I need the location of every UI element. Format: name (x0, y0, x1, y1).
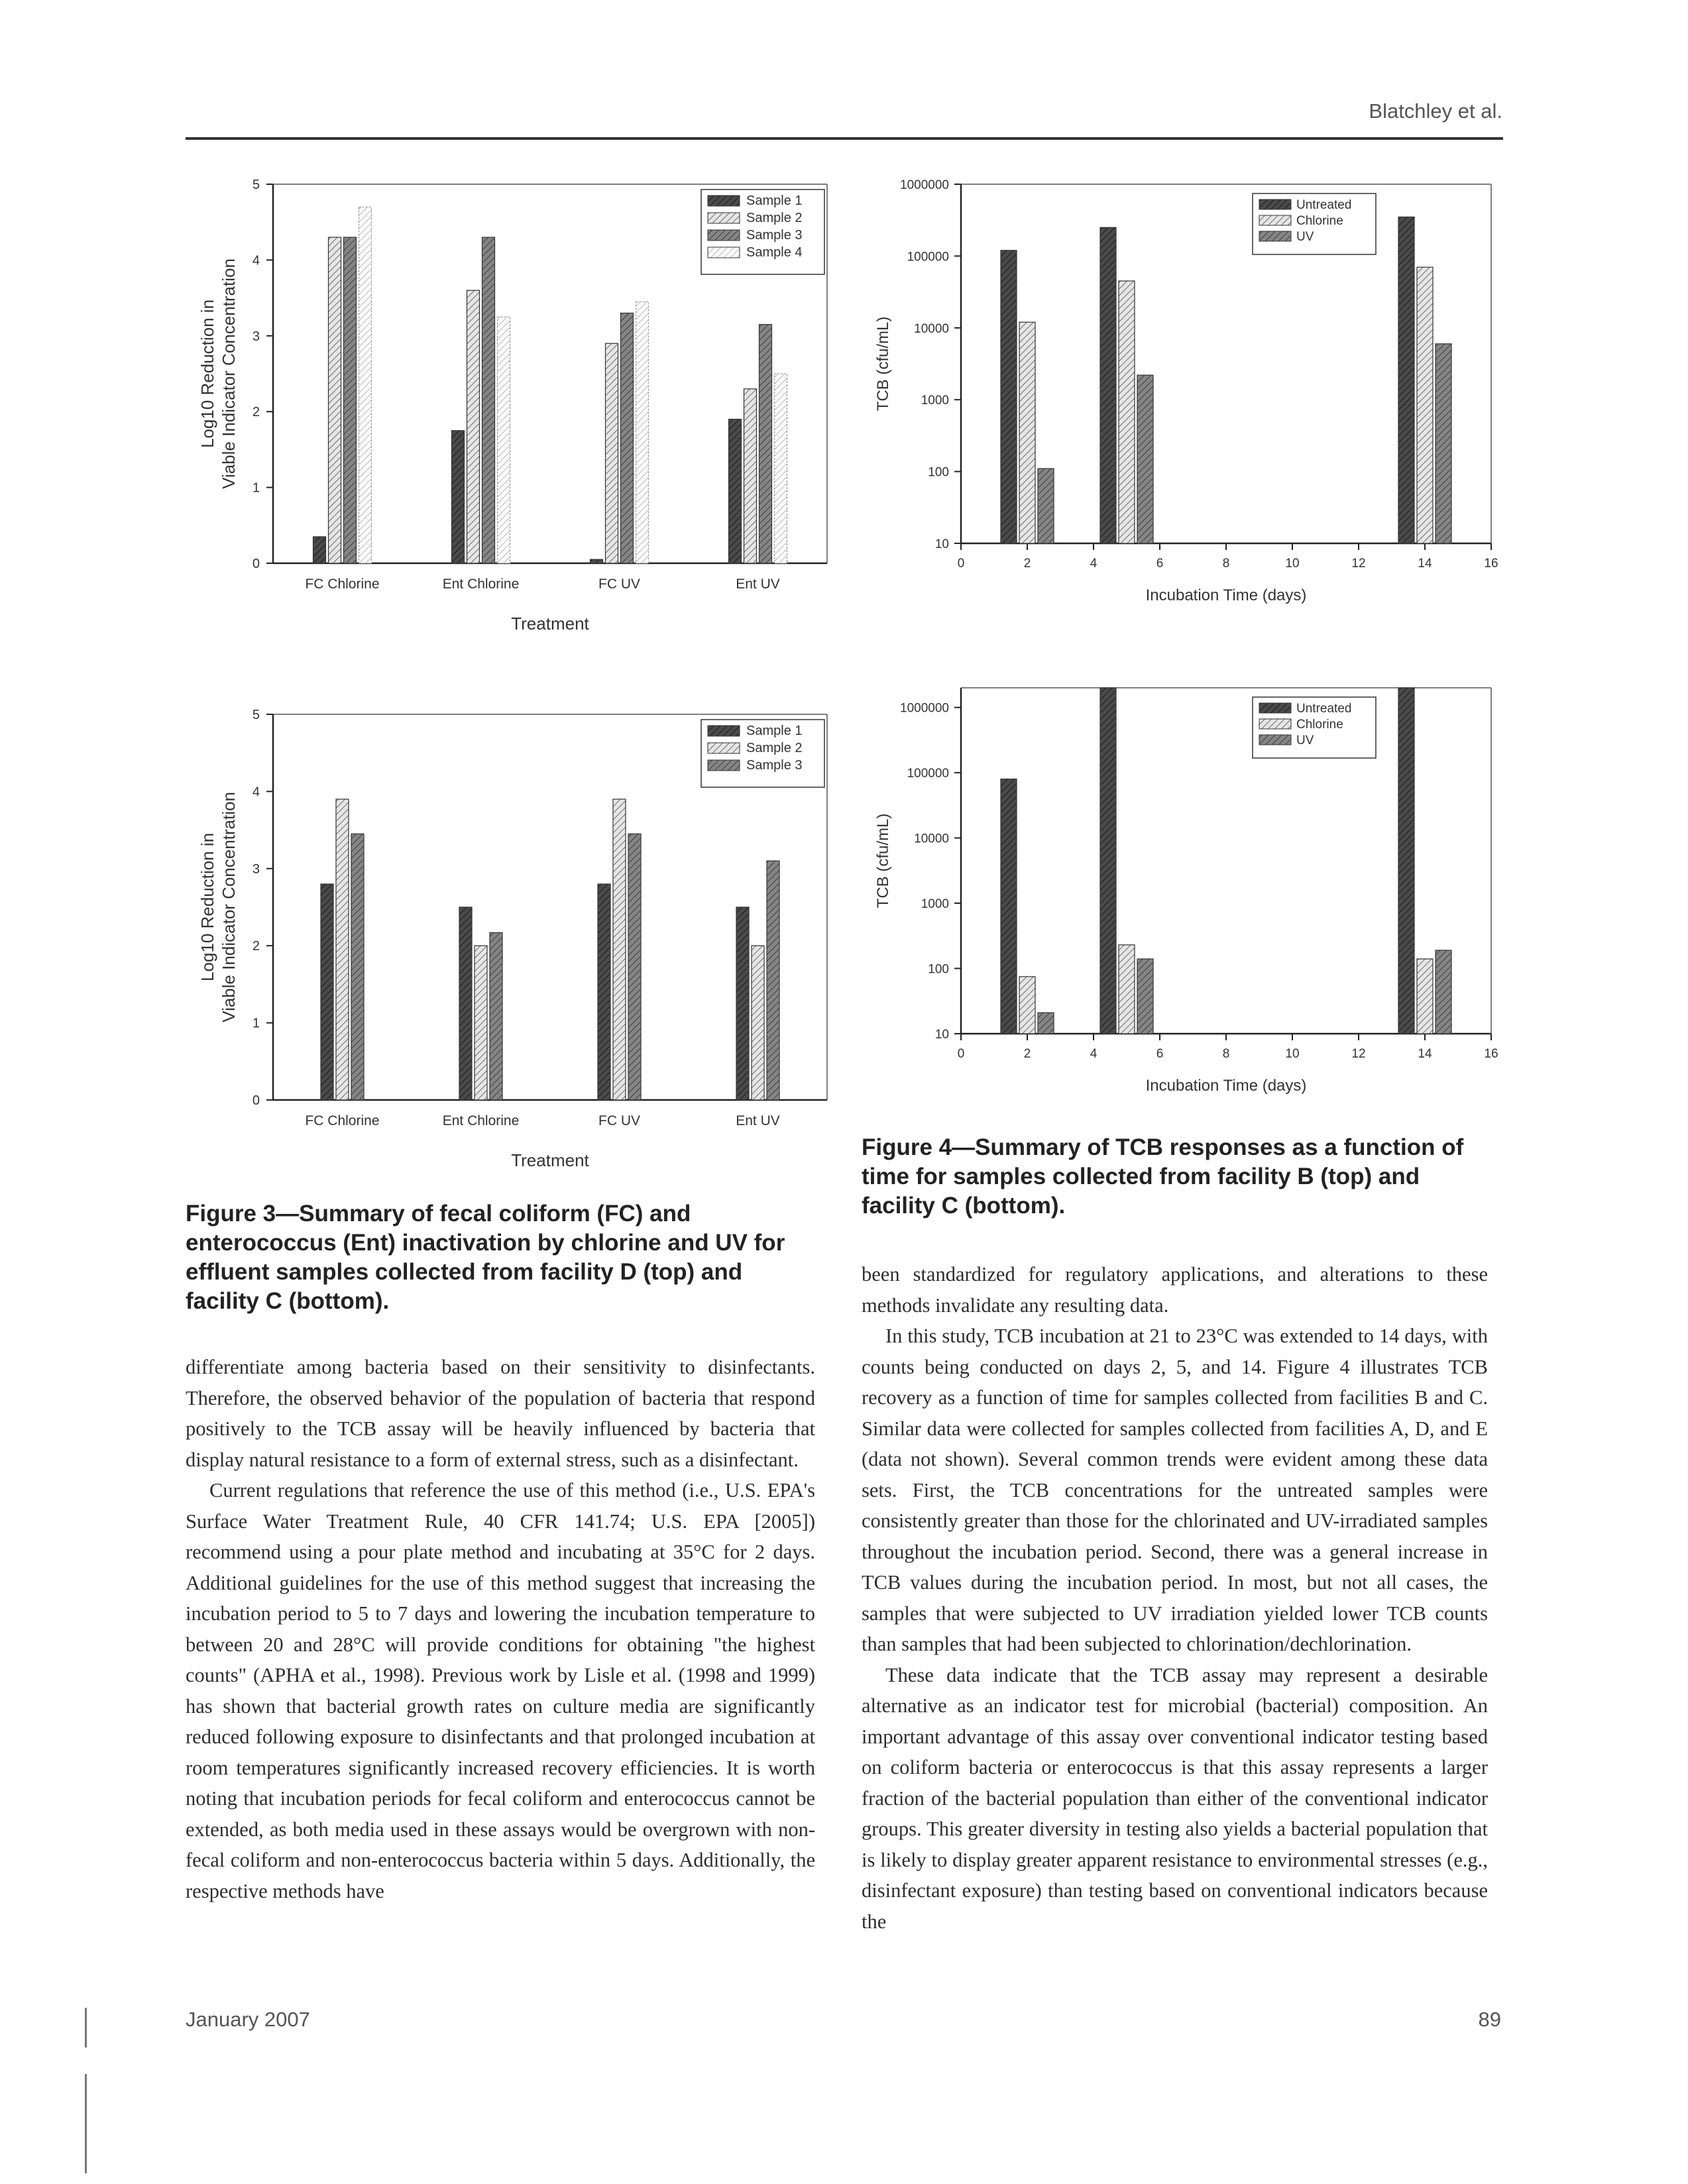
bar-day-14-untreated (1398, 217, 1414, 543)
footer-date: January 2007 (186, 2008, 310, 2031)
x-tick-label: Ent Chlorine (442, 1113, 520, 1128)
x-tick-label: 0 (957, 557, 965, 571)
x-axis-label: Treatment (511, 1150, 589, 1170)
bar-day-14-untreated (1398, 688, 1414, 1034)
figure3-bottom-svg (186, 696, 848, 1193)
bar-ent-chlorine-sample-3 (482, 237, 495, 563)
body-right-paragraph-1: been standardized for regulatory applications, and alterations to these methods invalidate any resulting data. (862, 1263, 1488, 1317)
running-head: Blatchley et al. (1369, 99, 1502, 123)
x-tick-label: Ent UV (736, 576, 780, 592)
bar-day-2-uv (1038, 468, 1054, 543)
x-tick-label: Ent UV (736, 1113, 780, 1128)
bar-day-2-chlorine (1019, 977, 1035, 1034)
bar-fc-chlorine-sample-3 (344, 237, 357, 563)
x-tick-label: 6 (1156, 1047, 1164, 1061)
x-tick-label: 14 (1418, 557, 1432, 571)
x-tick-label: 14 (1418, 1047, 1432, 1061)
x-tick-label: 10 (1285, 1047, 1300, 1061)
legend-swatch (708, 726, 740, 736)
y-tick-label: 1000 (921, 394, 949, 408)
figure3-top-svg (186, 166, 848, 656)
x-tick-label: 12 (1351, 1047, 1366, 1061)
legend-swatch (708, 230, 740, 241)
figure4-top-chart (855, 166, 1504, 643)
y-tick-label: 100 (928, 962, 949, 977)
bar-ent-chlorine-sample-4 (498, 317, 510, 563)
legend-swatch (708, 743, 740, 753)
x-tick-label: 6 (1156, 557, 1164, 571)
x-tick-label: FC Chlorine (305, 1113, 380, 1128)
legend-label: Untreated (1296, 198, 1352, 212)
bar-fc-uv-sample-3 (621, 313, 634, 563)
bar-fc-chlorine-sample-1 (321, 884, 333, 1100)
legend-swatch (1259, 735, 1291, 745)
bar-ent-chlorine-sample-1 (459, 907, 472, 1100)
bar-day-5-chlorine (1119, 281, 1135, 543)
x-tick-label: 4 (1090, 1047, 1097, 1061)
body-right-column (862, 1259, 1488, 1937)
bar-ent-uv-sample-4 (775, 374, 787, 563)
x-axis-label: Incubation Time (days) (1145, 1077, 1307, 1095)
x-tick-label: 8 (1222, 1047, 1230, 1061)
bar-day-5-chlorine (1119, 945, 1135, 1034)
y-axis-label: TCB (cfu/mL) (874, 813, 892, 908)
figure4-top-svg (855, 166, 1504, 643)
bar-fc-chlorine-sample-3 (351, 834, 364, 1100)
legend-label: Sample 3 (746, 758, 803, 773)
x-tick-label: FC Chlorine (305, 576, 380, 592)
y-axis-label-line1: Log10 Reduction in (197, 299, 217, 449)
bar-day-5-uv (1137, 959, 1153, 1034)
y-tick-label: 3 (252, 329, 260, 344)
legend-label: UV (1296, 230, 1314, 244)
y-tick-label: 1 (252, 1016, 260, 1031)
legend-label: Chlorine (1296, 214, 1343, 228)
bar-fc-chlorine-sample-2 (336, 799, 349, 1100)
header-rule (186, 137, 1503, 140)
bar-day-14-chlorine (1417, 267, 1433, 543)
y-tick-label: 100 (928, 465, 949, 480)
x-tick-label: 16 (1484, 1047, 1498, 1061)
x-tick-label: 10 (1285, 557, 1300, 571)
bar-ent-chlorine-sample-3 (490, 932, 502, 1100)
y-tick-label: 10000 (914, 321, 949, 336)
x-tick-label: 12 (1351, 557, 1366, 571)
bar-day-5-untreated (1100, 227, 1116, 543)
bar-fc-chlorine-sample-4 (359, 207, 372, 563)
bar-day-14-chlorine (1417, 959, 1433, 1034)
legend-label: Untreated (1296, 702, 1352, 716)
x-tick-label: 16 (1484, 557, 1498, 571)
x-axis-label: Treatment (511, 614, 589, 633)
legend-label: Sample 2 (746, 211, 803, 225)
body-left-paragraph-2: Current regulations that reference the use of this method (i.e., U.S. EPA's Surface Water Treatment Rule, 40 CFR 141.74; U.S. EPA [2005]) recommend using a pour plate method and incubating at 35°C for 2 days. Additional guidelines for the use of this method suggest that increasing the incubation period to 5 to 7 days and lowering the incubation temperature to between 20 and 28°C will provide conditions for obtaining "the highest counts" (APHA et al., 1998). Previous work by Lisle et al. (1998 and 1999) has shown that bacterial growth rates on culture media are significantly reduced following exposure to disinfectants and that prolonged incubation at room temperatures significantly increased recovery efficiencies. It is worth noting that incubation periods for fecal coliform and enterococcus cannot be extended, as both media used in these assays would be overgrown with non-fecal coliform and non-enterococcus bacteria within 5 days. Additionally, the respective methods have (186, 1479, 815, 1902)
legend-label: UV (1296, 734, 1314, 747)
y-axis-label: TCB (cfu/mL) (874, 316, 892, 411)
legend-label: Chlorine (1296, 718, 1343, 732)
x-tick-label: FC UV (598, 1113, 640, 1128)
legend-swatch (708, 195, 740, 206)
bar-ent-chlorine-sample-2 (467, 290, 480, 563)
figure4-bottom-chart (855, 669, 1504, 1133)
body-left-column (186, 1352, 815, 1906)
legend-swatch (1259, 231, 1291, 241)
bar-ent-uv-sample-1 (729, 419, 742, 563)
bar-day-2-chlorine (1019, 322, 1035, 543)
y-tick-label: 2 (252, 405, 260, 420)
bar-fc-uv-sample-2 (606, 343, 618, 563)
bar-day-14-uv (1435, 950, 1451, 1034)
legend-swatch (1259, 199, 1291, 209)
y-tick-label: 1000000 (900, 178, 949, 192)
bar-ent-chlorine-sample-2 (475, 946, 487, 1100)
footer-page-number: 89 (1478, 2008, 1501, 2031)
y-tick-label: 1000000 (900, 701, 949, 716)
margin-scan-mark (85, 2074, 87, 2173)
legend-swatch (708, 247, 740, 258)
body-right-paragraph-3: These data indicate that the TCB assay may represent a desirable alternative as an indicator test for microbial (bacterial) composition. An important advantage of this assay over conventional indicator testing based on coliform bacteria or enterococcus is that this assay represents a larger fraction of the bacterial population than either of the conventional indicator groups. This greater diversity in testing also yields a bacterial population that is likely to display greater apparent resistance to environmental stresses (e.g., disinfectant exposure) than testing based on conventional indicators because the (862, 1663, 1488, 1933)
bar-day-2-untreated (1001, 250, 1017, 543)
legend-swatch (708, 760, 740, 771)
y-tick-label: 4 (252, 785, 260, 800)
y-tick-label: 3 (252, 861, 260, 877)
x-tick-label: Ent Chlorine (442, 576, 520, 592)
bar-ent-uv-sample-2 (752, 946, 764, 1100)
legend-label: Sample 3 (746, 228, 803, 243)
y-tick-label: 100000 (907, 250, 949, 264)
legend-label: Sample 1 (746, 193, 803, 208)
figure3-bottom-chart (186, 696, 848, 1193)
body-left-paragraph-1: differentiate among bacteria based on their sensitivity to disinfectants. Therefore, the observed behavior of the population of bacteria that respond positively to the TCB assay will be heavily influenced by bacteria that display natural resistance to a form of external stress, such as a disinfectant. (186, 1356, 815, 1471)
legend-label: Sample 2 (746, 741, 803, 755)
legend-swatch (1259, 719, 1291, 729)
legend-label: Sample 1 (746, 724, 803, 738)
bar-fc-uv-sample-4 (636, 301, 649, 563)
bar-ent-chlorine-sample-1 (452, 431, 465, 563)
bar-fc-chlorine-sample-2 (329, 237, 341, 563)
bar-ent-uv-sample-3 (760, 325, 772, 563)
body-right-paragraph-2: In this study, TCB incubation at 21 to 23°C was extended to 14 days, with counts being conducted on days 2, 5, and 14. Figure 4 illustrates TCB recovery as a function of time for samples collected from facilities B and C. Similar data were collected for samples collected from facilities A, D, and E (data not shown). Several common trends were evident among these data sets. First, the TCB concentrations for the untreated samples were consistently greater than those for the chlorinated and UV-irradiated samples throughout the incubation period. Second, there was a general increase in TCB values during the incubation period. In most, but not all cases, the samples that were subjected to UV irradiation yielded lower TCB counts than samples that had been subjected to chlorination/dechlorination. (862, 1325, 1488, 1655)
bar-day-2-untreated (1001, 779, 1017, 1034)
bar-fc-uv-sample-3 (628, 834, 641, 1100)
x-tick-label: 0 (957, 1047, 965, 1061)
y-axis-label-line2: Viable Indicator Concentration (219, 258, 239, 489)
y-tick-label: 100000 (907, 767, 949, 781)
bar-ent-uv-sample-3 (767, 861, 779, 1100)
x-tick-label: 8 (1222, 557, 1230, 571)
y-tick-label: 5 (252, 178, 260, 192)
y-axis-label-line2: Viable Indicator Concentration (219, 792, 239, 1022)
bar-day-5-untreated (1100, 688, 1116, 1034)
bar-fc-chlorine-sample-1 (313, 537, 326, 563)
y-tick-label: 1 (252, 480, 260, 496)
y-tick-label: 0 (252, 1093, 260, 1108)
y-tick-label: 10 (934, 1028, 949, 1042)
figure4-caption: Figure 4—Summary of TCB responses as a function of time for samples collected from facility B (top) and facility C (bottom). (862, 1134, 1464, 1219)
figure4-bottom-svg (855, 669, 1504, 1133)
y-tick-label: 10 (934, 537, 949, 551)
legend-swatch (1259, 703, 1291, 713)
legend-label: Sample 4 (746, 245, 803, 260)
margin-scan-mark (85, 2008, 87, 2048)
x-tick-label: 4 (1090, 557, 1097, 571)
legend-swatch (1259, 215, 1291, 225)
y-tick-label: 10000 (914, 832, 949, 846)
x-tick-label: FC UV (598, 576, 640, 592)
bar-fc-uv-sample-2 (613, 799, 626, 1100)
bar-day-14-uv (1435, 344, 1451, 543)
y-tick-label: 5 (252, 708, 260, 722)
x-tick-label: 2 (1023, 1047, 1031, 1061)
x-tick-label: 2 (1023, 557, 1031, 571)
bar-fc-uv-sample-1 (591, 559, 603, 563)
y-tick-label: 4 (252, 253, 260, 268)
legend-swatch (708, 213, 740, 223)
y-tick-label: 0 (252, 557, 260, 571)
x-axis-label: Incubation Time (days) (1145, 586, 1307, 604)
y-tick-label: 2 (252, 939, 260, 954)
bar-day-5-uv (1137, 375, 1153, 543)
bar-fc-uv-sample-1 (598, 884, 610, 1100)
figure3-top-chart (186, 166, 848, 656)
figure3-caption: Figure 3—Summary of fecal coliform (FC) and enterococcus (Ent) inactivation by chlorine and UV for effluent samples collected from facility D (top) and facility C (bottom). (186, 1201, 785, 1314)
y-tick-label: 1000 (921, 897, 949, 912)
y-axis-label-line1: Log10 Reduction in (197, 832, 217, 982)
bar-ent-uv-sample-2 (744, 389, 757, 563)
bar-day-2-uv (1038, 1012, 1054, 1034)
bar-ent-uv-sample-1 (736, 907, 749, 1100)
